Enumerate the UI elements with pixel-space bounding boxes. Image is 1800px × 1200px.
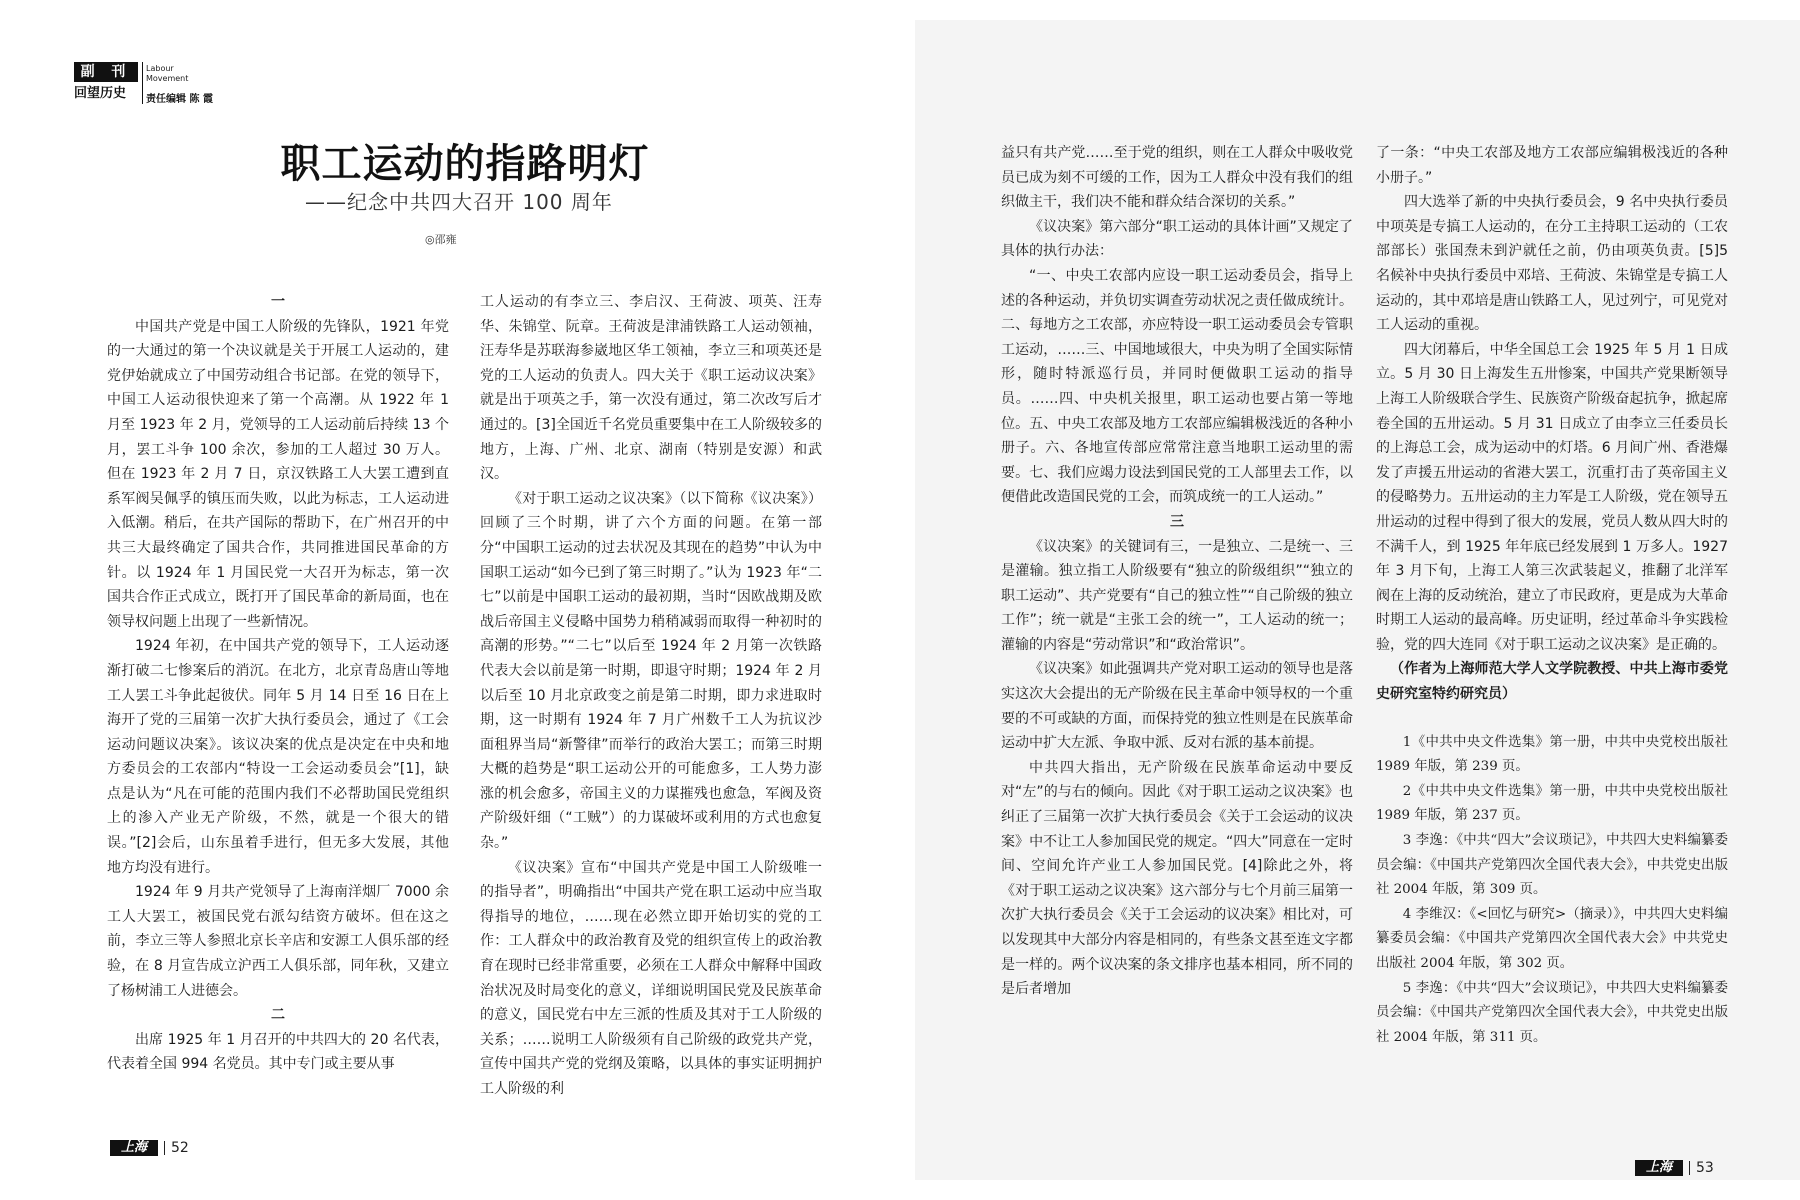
- right-page: [915, 20, 1800, 1180]
- reference-item: 2《中共中央文件选集》第一册，中共中央党校出版社 1989 年版，第 237 页。: [1376, 783, 1728, 824]
- paragraph: 《议决案》如此强调共产党对职工运动的领导也是落实这次大会提出的无产阶级在民主革命中领导权的一个重要的不可或缺的方面，而保持党的独立性则是在民族革命运动中扩大左派、争取中派、反对右派的基本前提。: [1001, 661, 1353, 752]
- text-column: [480, 290, 822, 1102]
- reference-item: 3 李逸：《中共“四大”会议琐记》，中共四大史料编纂委员会编：《中国共产党第四次全国代表大会》，中共党史出版社 2004 年版，第 309 页。: [1376, 833, 1728, 898]
- masthead-divider: [142, 62, 143, 104]
- editor-credit: 责任编辑 陈 霞: [146, 94, 213, 105]
- article-title: 职工运动的指路明灯: [280, 140, 650, 187]
- masthead: [74, 62, 234, 108]
- text-column: [107, 290, 449, 1077]
- paragraph-continuation: 工人运动的有李立三、李启汉、王荷波、项英、汪寿华、朱锦堂、阮章。王荷波是津浦铁路工人运动领袖，汪寿华是苏联海参崴地区华工领袖，李立三和项英还是党的工人运动的负责人。四大关于《职工运动议决案》就是出于项英之手，第一次没有通过，第二次改写后才通过的。[3]全国近千名党员重要集中在工人阶级较多的地方，上海、广州、北京、湖南（特别是安源）和武汉。: [480, 294, 822, 483]
- page-number: 52: [171, 1140, 189, 1156]
- magazine-logo: 上海: [1635, 1160, 1683, 1176]
- paragraph: 中国共产党是中国工人阶级的先锋队，1921 年党的一大通过的第一个决议就是关于开展工人运动的，建党伊始就成立了中国劳动组合书记部。在党的领导下，中国工人运动很快迎来了第一个高潮。从 1922 年 1 月至 1923 年 2 月，党领导的工人运动前后持续 13 个月，罢工斗争 100 余次，参加的工人超过 30 万人。但在 1923 年 2 月 7 日，京汉铁路工人大罢工遭到直系军阀吴佩孚的镇压而失败，以此为标志，工人运动进入低潮。稍后，在共产国际的帮助下，在广州召开的中共三大最终确定了国共合作，共同推进国民革命的方针。以 1924 年 1 月国民党一大召开为标志，第一次国共合作正式成立，既打开了国民革命的新局面，也在领导权问题上出现了一些新情况。: [107, 318, 449, 630]
- column-name: 回望历史: [74, 86, 127, 101]
- paragraph: 《议决案》第六部分“职工运动的具体计画”又规定了具体的执行办法：: [1001, 218, 1353, 260]
- section-heading: 一: [271, 294, 285, 310]
- paragraph: 四大闭幕后，中华全国总工会 1925 年 5 月 1 日成立。5 月 30 日上海发生五卅惨案，中国共产党果断领导上海工人阶级联合学生、民族资产阶级奋起抗争，掀起席卷全国的五卅运动。5 月 31 日成立了由李立三任委员长的上海总工会，成为运动中的灯塔。6 月间广州、香港爆发了声援五卅运动的省港大罢工，沉重打击了英帝国主义的侵略势力。五卅运动的主力军是工人阶级，党在领导五卅运动的过程中得到了很大的发展，党员人数从四大时的不满千人，到 1925 年年底已经发展到 1 万多人。1927 年 3 月下旬，上海工人第三次武装起义，推翻了北洋军阀在上海的反动统治，建立了市民政府，更是成为大革命时期工人运动的最高峰。历史证明，经过革命斗争实践检验，党的四大连同《对于职工运动之议决案》是正确的。: [1376, 341, 1728, 653]
- paragraph: 《议决案》宣布“中国共产党是中国工人阶级唯一的指导者”，明确指出“中国共产党在职工运动中应当取得指导的地位，……现在必然立即开始切实的党的工作：工人群众中的政治教育及党的组织宣传上的政治教育在现时已经非常重要，必须在工人群众中解释中国政治状况及时局变化的意义，详细说明国民党及民族革命的意义，国民党右中左三派的性质及其对于工人阶级的关系；……说明工人阶级须有自己阶级的政党共产党，宣传中国共产党的党纲及策略，以具体的事实证明拥护工人阶级的利: [480, 859, 822, 1097]
- english-line: Movement: [146, 74, 189, 83]
- page-footer: [110, 1140, 189, 1156]
- paragraph: 1924 年 9 月共产党领导了上海南洋烟厂 7000 余工人大罢工，被国民党右派勾结资方破坏。但在这之前，李立三等人参照北京长辛店和安源工人俱乐部的经验，在 8 月宣告成立沪西工人俱乐部，同年秋，又建立了杨树浦工人进德会。: [107, 884, 449, 999]
- page-footer: [1635, 1160, 1714, 1176]
- article-subtitle: ——纪念中共四大召开 100 周年: [305, 190, 613, 214]
- column-badge: 副 刊: [74, 62, 138, 82]
- text-column: [1001, 141, 1353, 1002]
- author-bio: （作者为上海师范大学人文学院教授、中共上海市委党史研究室特约研究员）: [1376, 661, 1728, 703]
- paragraph: 1924 年初，在中国共产党的领导下，工人运动逐渐打破二七惨案后的消沉。在北方，北京青岛唐山等地工人罢工斗争此起彼伏。同年 5 月 14 日至 16 日在上海开了党的三届第一次扩大执行委员会，通过了《工会运动问题议决案》。该议决案的优点是决定在中央和地方委员会的工农部内“特设一工会运动委员会”[1]，缺点是认为“凡在可能的范围内我们不必帮助国民党组织上的渗入产业无产阶级，不然，就是一个很大的错误。”[2]会后，山东虽着手进行，但无多大发展，其他地方均没有进行。: [107, 638, 449, 876]
- reference-item: 4 李维汉：《<回忆与研究>（摘录）》，中共四大史料编纂委员会编：《中国共产党第四次全国代表大会》中共党史出版社 2004 年版，第 302 页。: [1376, 906, 1728, 971]
- paragraph-continuation: 益只有共产党……至于党的组织，则在工人群众中吸收党员已成为刻不可缓的工作，因为工人群众中没有我们的组织做主干，我们决不能和群众结合深切的关系。”: [1001, 145, 1353, 211]
- page-number: 53: [1696, 1160, 1714, 1176]
- reference-item: 5 李逸：《中共“四大”会议琐记》，中共四大史料编纂委员会编：《中国共产党第四次全国代表大会》，中共党史出版社 2004 年版，第 311 页。: [1376, 980, 1728, 1045]
- paragraph: 中共四大指出，无产阶级在民族革命运动中要反对“左”的与右的倾向。因此《对于职工运动之议决案》也纠正了三届第一次扩大执行委员会《关于工会运动的议决案》中不让工人参加国民党的规定。“四大”同意在一定时间、空间允许产业工人参加国民党。[4]除此之外，将《对于职工运动之议决案》这六部分与七个月前三届第一次扩大执行委员会《关于工会运动的议决案》相比对，可以发现其中大部分内容是相同的，有些条文甚至连文字都是一样的。两个议决案的条文排序也基本相同，所不同的是后者增加: [1001, 759, 1353, 998]
- section-heading: 三: [1170, 513, 1184, 530]
- paragraph-continuation: 了一条：“中央工农部及地方工农部应编辑极浅近的各种小册子。”: [1376, 145, 1728, 186]
- paragraph: 《对于职工运动之议决案》（以下简称《议决案》）回顾了三个时期，讲了六个方面的问题。在第一部分“中国职工运动的过去状况及其现在的趋势”中认为中国职工运动“如今已到了第三时期了。”认为 1923 年“二七”以前是中国职工运动的最初期，当时“因欧战期及欧战后帝国主义侵略中国势力稍稍减弱而取得一种初时的高潮的形势。”“二七”以后至 1924 年 2 月第一次铁路代表大会以前是第一时期，即退守时期；1924 年 2 月以后至 10 月北京政变之前是第二时期，即力求进取时期，这一时期有 1924 年 7 月广州数千工人为抗议沙面租界当局“新警律”而举行的政治大罢工；而第三时期大概的趋势是“职工运动公开的可能愈多，工人势力澎涨的机会愈多，帝国主义的力谋摧残也愈急，军阀及资产阶级奸细（“工贼”）的力谋破坏或利用的方式也愈复杂。”: [480, 490, 822, 852]
- reference-item: 1《中共中央文件选集》第一册，中共中央党校出版社 1989 年版，第 239 页。: [1376, 734, 1728, 775]
- footer-divider: [1689, 1161, 1690, 1175]
- column-english-name: [146, 64, 188, 84]
- paragraph: “一、中央工农部内应设一职工运动委员会，指导上述的各种运动，并负切实调查劳动状况之责任做成统计。二、每地方之工农部，亦应特设一职工运动委员会专管职工运动，……三、中国地域很大，中央为明了全国实际情形，随时特派巡行员，并同时便做职工运动的指导员。……四、中央机关报里，职工运动也要占第一等地位。五、中央工农部及地方工农部应编辑极浅近的各种小册子。六、各地宣传部应常常注意当地职工运动里的需要。七、我们应竭力设法到国民党的工人部里去工作，以便借此改造国民党的工会，而筑成统一的工人运动。”: [1001, 267, 1353, 506]
- paragraph: 出席 1925 年 1 月召开的中共四大的 20 名代表，代表着全国 994 名党员。其中专门或主要从事: [107, 1031, 449, 1073]
- text-column: [1376, 141, 1728, 1050]
- spacer: [1376, 707, 1728, 731]
- author-byline: ◎邵雍: [425, 233, 457, 246]
- magazine-logo: 上海: [110, 1140, 158, 1156]
- paragraph: 《议决案》的关键词有三，一是独立、二是统一、三是灌输。独立指工人阶级要有“独立的阶级组织”“独立的职工运动”、共产党要有“自己的独立性”“自己阶级的独立工作”；统一就是“主张工会的统一”，工人运动的统一；灌输的内容是“劳动常识”和“政治常识”。: [1001, 538, 1353, 653]
- section-heading: 二: [271, 1007, 285, 1024]
- english-line: Labour: [146, 64, 174, 73]
- paragraph: 四大选举了新的中央执行委员会，9 名中央执行委员中项英是专搞工人运动的，在分工主持职工运动的（工农部部长）张国焘未到沪就任之前，仍由项英负责。[5]5 名候补中央执行委员中邓培、王荷波、朱锦堂是专搞工人运动的，其中邓培是唐山铁路工人，见过列宁，可见党对工人运动的重视。: [1376, 194, 1728, 334]
- footer-divider: [164, 1141, 165, 1155]
